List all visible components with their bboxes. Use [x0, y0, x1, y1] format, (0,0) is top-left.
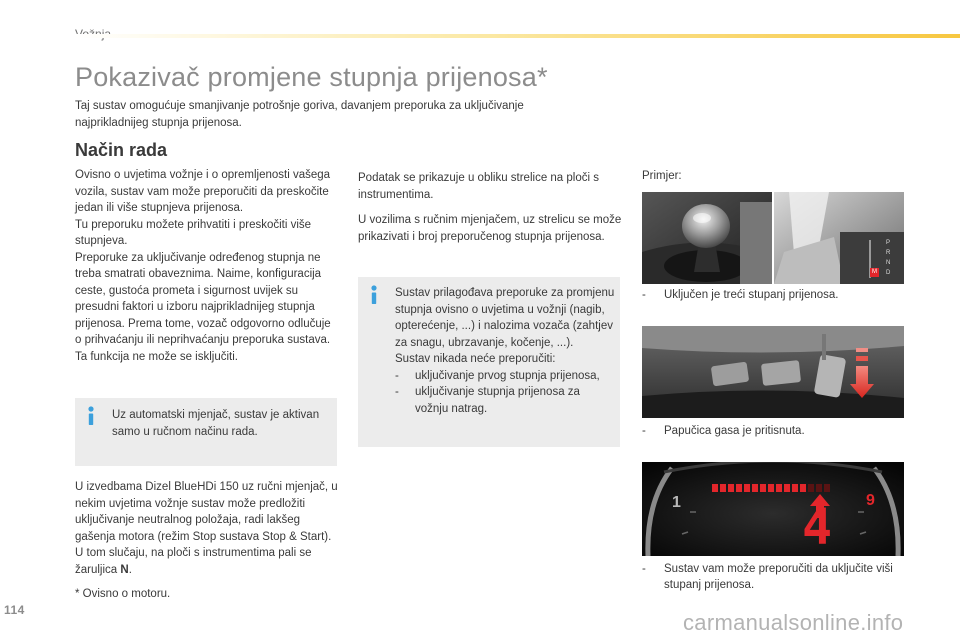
header-bar [0, 0, 960, 50]
footnote: * Ovisno o motoru. [75, 588, 171, 600]
col1-paragraph-4: Ta funkcija ne može se isključiti. [75, 350, 238, 363]
caption-dash: - [642, 563, 646, 575]
selector-letter-p: P [886, 240, 891, 246]
info-box-1-text: Uz automatski mjenjač, sustav je aktivan samo u ručnom načinu rada. [112, 409, 320, 438]
list-item [395, 384, 615, 417]
col1-paragraph-2: Tu preporuku možete prihvatiti i preskočiti više stupnjeva. [75, 218, 312, 247]
page-number: 114 [4, 603, 25, 617]
list-dash: - [395, 386, 399, 398]
col2-paragraph-1: Podatak se prikazuje u obliku strelice na ploči s instrumentima. [358, 172, 599, 201]
caption-2 [642, 423, 904, 439]
pedals-photo [642, 326, 904, 418]
section-subtitle: Način rada [75, 140, 168, 160]
caption-3 [642, 561, 904, 593]
intro-text: Taj sustav omogućuje smanjivanje potrošnje goriva, davanjem preporuka za uključivanje najprikladnijeg stupnja prijenosa. [75, 100, 524, 129]
caption-1-text: Uključen je treći stupanj prijenosa. [664, 289, 839, 301]
caption-2-text: Papučica gasa je pritisnuta. [664, 425, 805, 437]
selector-letter-r: R [886, 250, 891, 256]
gauge-mark-9: 9 [866, 492, 875, 509]
info-icon [367, 285, 381, 305]
bluehdi-text: U izvedbama Dizel BlueHDi 150 uz ručni mjenjač, u nekim uvjetima vožnje sustav može predložiti uključivanje neutralnog položaja, radi lakšeg gašenja motora (režim Stop sustava Stop & Start). U tom slučaju, na ploči s instrumentima pali se žaruljica [75, 481, 338, 576]
gauge-mark-1: 1 [672, 494, 681, 511]
list-item-text: uključivanje prvog stupnja prijenosa, [415, 369, 600, 382]
gauge-gear-digit: 4 [802, 498, 833, 556]
caption-dash: - [642, 425, 646, 437]
bluehdi-paragraph [75, 479, 340, 578]
col2-paragraph-2: U vozilima s ručnim mjenjačem, uz strelicu se može prikazivati i broj preporučenog stupnja prijenosa. [358, 214, 622, 243]
selector-letter-m: M [872, 269, 877, 275]
column-1-text [75, 167, 340, 365]
gear-lever-photo [642, 192, 772, 284]
page-title: Pokazivač promjene stupnja prijenosa* [75, 62, 548, 92]
caption-3-text: Sustav vam može preporučiti da uključite viši stupanj prijenosa. [664, 563, 893, 591]
watermark: carmanualsonline.info [683, 610, 904, 635]
list-dash: - [395, 369, 399, 382]
info-box-2-text [395, 285, 615, 417]
info-box-automatic [75, 398, 337, 466]
info-box-2-paragraph-1: Sustav prilagođava preporuke za promjenu stupnja ovisno o uvjetima u vožnji (nagib, opterećenje, ...) i nalozima vozača (zahtjev za snagu, ubrzavanje, kočenje, ...). [395, 287, 615, 349]
info-box-2-paragraph-2: Sustav nikada neće preporučiti: [395, 353, 556, 365]
info-box-adaptation [358, 277, 620, 447]
bluehdi-end: . [128, 563, 132, 576]
info-icon [84, 406, 98, 426]
col1-paragraph-3: Preporuke za uključivanje određenog stupnja ne treba smatrati obaveznima. Naime, konfiguracija ceste, gustoća prometa i sigurnost uvijek su presudni faktori u izboru najprikladnijeg stupnja prijenosa. Prema tome, vozač odgovorno odlučuje o prihvaćanju ili neprihvaćanju preporuka sustava. [75, 251, 331, 346]
caption-dash: - [642, 289, 646, 301]
caption-1 [642, 287, 904, 303]
instrument-gauge-photo [642, 462, 904, 556]
selector-letter-d: D [886, 270, 891, 276]
bluehdi-indicator-letter: N [120, 563, 129, 576]
example-label: Primjer: [642, 170, 682, 182]
header-accent-line [75, 34, 960, 38]
list-item [395, 368, 615, 385]
list-item-text: uključivanje stupnja prijenosa za vožnju natrag. [415, 386, 580, 415]
gear-selector-photo [774, 192, 904, 284]
col1-paragraph-1: Ovisno o uvjetima vožnje i o opremljenosti vašega vozila, sustav vam može preporučiti da preskočite jedan ili više stupnjeva prijenosa. [75, 169, 331, 214]
selector-letter-n: N [886, 260, 891, 266]
